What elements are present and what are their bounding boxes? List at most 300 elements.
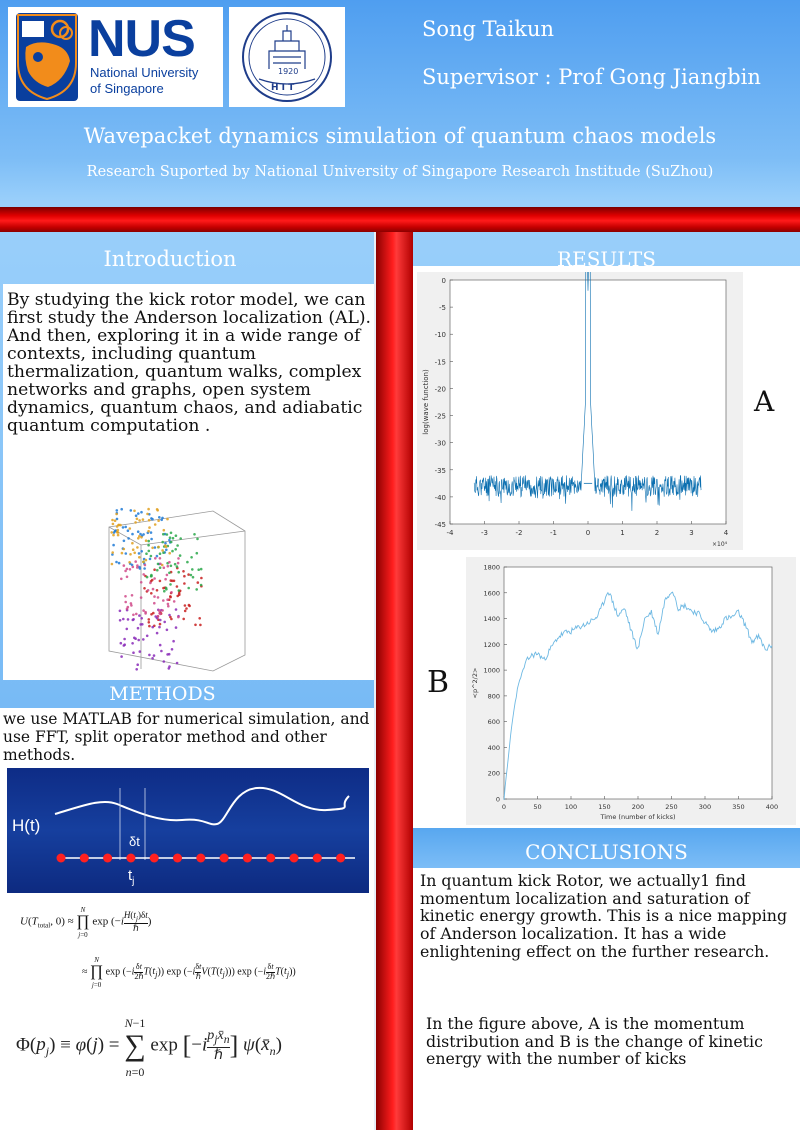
conclusions-heading: CONCLUSIONS (525, 840, 688, 864)
cube-scatter-dot (168, 572, 171, 575)
cube-scatter-dot (162, 551, 165, 554)
cube-scatter-dot (186, 561, 189, 564)
cube-scatter-dot (159, 613, 162, 616)
cube-scatter-dot (148, 550, 151, 553)
cube-scatter-dot (163, 529, 166, 532)
cube-scatter-dot (128, 561, 131, 564)
cube-scatter-dot (145, 539, 148, 542)
chart-a-y-tick-label: -30 (434, 439, 446, 448)
cube-scatter-dot (170, 532, 173, 535)
cube-scatter-dot (192, 576, 195, 579)
cube-scatter-dot (156, 555, 159, 558)
cube-scatter-dot (131, 542, 134, 545)
chart-b-x-tick-label: 100 (564, 803, 578, 811)
chart-b-x-axis-label: Time (number of kicks) (600, 813, 676, 821)
chart-a-y-tick-label: -40 (434, 493, 446, 502)
cube-scatter-dot (133, 510, 136, 513)
cube-scatter-dot (170, 618, 173, 621)
chart-a-y-tick-label: -10 (434, 331, 446, 340)
cube-scatter-dot (163, 566, 166, 569)
chart-b-label: B (427, 665, 450, 700)
chart-b-x-tick-label: 50 (533, 803, 542, 811)
cube-scatter-dot (159, 557, 162, 560)
cube-scatter-dot (184, 610, 187, 613)
chart-a-x-tick-label: 1 (620, 529, 625, 537)
cube-scatter-dot (117, 534, 120, 537)
cube-scatter-dot (195, 588, 198, 591)
time-evolution-formula-1: $U(T_{total}$, 0) ≈ N ∏ j=0 $\exp (-iH(t_j)\delta t$ ℏ ) (20, 906, 152, 939)
cube-scatter-dot (137, 512, 140, 515)
chart-a-x-tick-label: 4 (723, 529, 729, 537)
chart-a-momentum-distribution (417, 272, 743, 550)
cube-scatter-dot (135, 613, 138, 616)
cube-scatter-dot (150, 538, 153, 541)
anderson-localization-cube-figure (95, 505, 255, 673)
cube-scatter-dot (184, 604, 187, 607)
cube-scatter-dot (127, 537, 130, 540)
chart-b-y-tick-label: 1200 (483, 640, 500, 649)
cube-scatter-dot (150, 613, 153, 616)
cube-scatter-dot (157, 563, 160, 566)
cube-scatter-dot (149, 582, 152, 585)
cube-scatter-dot (178, 589, 181, 592)
chart-a-x-tick-label: -4 (446, 529, 454, 537)
cube-scatter-dot (164, 578, 167, 581)
cube-scatter-dot (190, 574, 193, 577)
timeline-node-dot (336, 854, 345, 863)
chart-a-y-tick-label: -5 (439, 304, 446, 313)
chart-b-y-axis-label: <p^2/2> (471, 667, 479, 699)
cube-scatter-dot (136, 566, 139, 569)
chart-a-y-tick-label: -20 (434, 385, 446, 394)
cube-scatter-dot (118, 562, 121, 565)
cube-scatter-dot (171, 550, 174, 553)
cube-scatter-dot (149, 558, 152, 561)
cube-scatter-dot (145, 552, 148, 555)
cube-scatter-dot (175, 626, 178, 629)
cube-scatter-dot (130, 602, 133, 605)
cube-scatter-dot (127, 618, 130, 621)
cube-scatter-dot (124, 526, 127, 529)
cube-scatter-dot (153, 595, 156, 598)
cube-scatter-dot (132, 548, 135, 551)
cube-scatter-dot (162, 587, 165, 590)
cube-scatter-dot (117, 524, 120, 527)
cube-scatter-dot (183, 575, 186, 578)
cube-scatter-dot (137, 537, 140, 540)
cube-scatter-dot (120, 642, 123, 645)
cube-scatter-dot (172, 537, 175, 540)
cube-scatter-dot (112, 544, 115, 547)
tj-label-main: t (128, 867, 133, 884)
nus-logo-line1: National University (90, 65, 199, 80)
cube-scatter-dot (168, 552, 171, 555)
cube-scatter-dot (123, 564, 126, 567)
cube-scatter-dot (146, 576, 149, 579)
cube-scatter-dot (132, 618, 135, 621)
cube-scatter-dot (159, 619, 162, 622)
cube-scatter-dot (167, 605, 170, 608)
chart-a-x-tick-label: -2 (515, 529, 523, 537)
cube-scatter-dot (156, 632, 159, 635)
cube-scatter-dot (111, 563, 114, 566)
cube-scatter-dot (147, 544, 150, 547)
chart-b-x-tick-label: 0 (501, 803, 507, 811)
cube-scatter-dot (170, 541, 173, 544)
chart-b-x-tick-label: 150 (598, 803, 611, 811)
cube-scatter-dot (122, 618, 125, 621)
cube-scatter-dot (171, 580, 174, 583)
cube-scatter-dot (119, 619, 122, 622)
cube-scatter-dot (158, 626, 161, 629)
cube-scatter-dot (168, 665, 171, 668)
cube-scatter-dot (165, 587, 168, 590)
cube-scatter-dot (173, 600, 176, 603)
timeline-node-dot (220, 854, 229, 863)
cube-scatter-dot (167, 603, 170, 606)
cube-scatter-dot (148, 519, 151, 522)
cube-scatter-dot (124, 601, 127, 604)
cube-scatter-dot (120, 508, 123, 511)
cube-scatter-dot (112, 534, 115, 537)
results-panel-top-strip (413, 232, 800, 246)
cube-scatter-dot (178, 594, 181, 597)
supervisor-name: Supervisor : Prof Gong Jiangbin (422, 65, 761, 89)
cube-scatter-dot (135, 514, 138, 517)
cube-scatter-dot (151, 547, 154, 550)
cube-scatter-dot (123, 540, 126, 543)
cube-scatter-dot (119, 610, 122, 613)
cube-scatter-dot (182, 570, 185, 573)
cube-scatter-dot (111, 551, 114, 554)
cube-scatter-dot (144, 612, 147, 615)
cube-scatter-dot (126, 568, 129, 571)
cube-scatter-dot (166, 598, 169, 601)
cube-scatter-dot (153, 654, 156, 657)
left-panel-divider (374, 232, 376, 1130)
hit-logo (229, 7, 345, 107)
cube-scatter-dot (123, 548, 126, 551)
chart-b-y-tick-label: 1600 (483, 589, 500, 598)
cube-scatter-dot (135, 668, 138, 671)
cube-scatter-dot (147, 530, 150, 533)
cube-scatter-dot (168, 561, 171, 564)
timeline-node-dot (266, 854, 275, 863)
cube-scatter-dot (163, 660, 166, 663)
cube-scatter-dot (142, 573, 145, 576)
cube-scatter-dot (166, 574, 169, 577)
cube-scatter-dot (174, 563, 177, 566)
chart-a-y-tick-label: 0 (441, 277, 446, 285)
timeline-node-dot (57, 854, 66, 863)
cube-scatter-dot (131, 594, 134, 597)
cube-scatter-dot (176, 565, 179, 568)
cube-scatter-dot (177, 616, 180, 619)
timeline-node-dot (290, 854, 299, 863)
cube-scatter-dot (140, 511, 143, 514)
cube-scatter-dot (161, 549, 164, 552)
cube-scatter-dot (142, 638, 145, 641)
cube-scatter-dot (154, 557, 157, 560)
header-red-bar (0, 207, 800, 232)
cube-scatter-dot (111, 519, 114, 522)
cube-scatter-dot (136, 518, 139, 521)
cube-scatter-dot (132, 566, 135, 569)
cube-scatter-dot (177, 571, 180, 574)
cube-scatter-dot (157, 615, 160, 618)
cube-scatter-dot (148, 618, 151, 621)
cube-scatter-dot (166, 518, 169, 521)
cube-scatter-dot (163, 590, 166, 593)
chart-b-y-tick-label: 400 (487, 743, 500, 752)
cube-scatter-dot (120, 655, 123, 658)
cube-scatter-dot (161, 609, 164, 612)
cube-scatter-dot (166, 629, 169, 632)
cube-scatter-dot (140, 596, 143, 599)
chart-a-y-tick-label: -25 (434, 412, 446, 421)
cube-scatter-dot (169, 583, 172, 586)
nus-logo-line2: of Singapore (90, 81, 164, 96)
hit-logo-year: 1920 (278, 67, 299, 76)
cube-scatter-dot (156, 569, 159, 572)
author-name: Song Taikun (422, 17, 555, 41)
cube-scatter-dot (138, 552, 141, 555)
cube-scatter-dot (176, 585, 179, 588)
cube-scatter-dot (142, 518, 145, 521)
cube-scatter-dot (132, 651, 135, 654)
delta-t-label: δt (129, 834, 140, 849)
cube-scatter-dot (134, 560, 137, 563)
results-heading: RESULTS (557, 247, 656, 266)
timeline-node-dot (173, 854, 182, 863)
cube-scatter-dot (152, 588, 155, 591)
cube-scatter-dot (196, 538, 199, 541)
cube-scatter-dot (158, 609, 161, 612)
cube-scatter-dot (140, 550, 143, 553)
cube-scatter-dot (159, 552, 162, 555)
cube-scatter-dot (110, 531, 113, 534)
cube-scatter-dot (177, 557, 180, 560)
cube-scatter-dot (143, 587, 146, 590)
cube-scatter-dot (137, 627, 140, 630)
cube-scatter-dot (137, 530, 140, 533)
cube-scatter-dot (157, 519, 160, 522)
cube-scatter-dot (123, 638, 126, 641)
tj-label-sub: j (132, 876, 135, 887)
cube-scatter-dot (138, 556, 141, 559)
cube-scatter-dot (112, 523, 115, 526)
cube-scatter-dot (159, 580, 162, 583)
cube-scatter-dot (191, 568, 194, 571)
chart-a-x-exponent: ×10⁴ (712, 541, 728, 548)
hit-logo-letters: H I T (271, 83, 295, 93)
cube-scatter-dot (121, 552, 124, 555)
cube-scatter-dot (132, 614, 135, 617)
cube-scatter-dot (148, 526, 151, 529)
tj-label (128, 867, 134, 887)
cube-scatter-dot (129, 553, 132, 556)
cube-scatter-dot (164, 542, 167, 545)
chart-b-x-tick-label: 250 (665, 803, 678, 811)
cube-scatter-dot (138, 614, 141, 617)
introduction-heading: Introduction (103, 247, 237, 271)
cube-scatter-dot (114, 519, 117, 522)
cube-scatter-dot (131, 642, 134, 645)
methods-heading: METHODS (109, 683, 216, 705)
cube-scatter-dot (159, 644, 162, 647)
cube-scatter-dot (197, 568, 200, 571)
cube-scatter-dot (130, 509, 133, 512)
cube-scatter-dot (139, 567, 142, 570)
cube-scatter-dot (147, 540, 150, 543)
cube-scatter-dot (200, 568, 203, 571)
cube-scatter-dot (120, 578, 123, 581)
cube-scatter-dot (200, 577, 203, 580)
cube-scatter-dot (168, 653, 171, 656)
timeline-node-dot (80, 854, 89, 863)
chart-a-x-tick-label: 0 (585, 529, 591, 537)
chart-b-x-tick-label: 400 (765, 803, 779, 811)
cube-scatter-dot (115, 513, 118, 516)
timeline-node-dot (313, 854, 322, 863)
chart-b-x-tick-label: 200 (631, 803, 645, 811)
cube-scatter-dot (198, 617, 201, 620)
cube-scatter-dot (200, 584, 203, 587)
cube-scatter-dot (150, 574, 153, 577)
cube-scatter-dot (115, 561, 118, 564)
cube-scatter-dot (177, 562, 180, 565)
cube-scatter-dot (160, 519, 163, 522)
cube-scatter-dot (151, 518, 154, 521)
cube-scatter-dot (144, 564, 147, 567)
cube-scatter-dot (123, 644, 126, 647)
timeline-node-dot (126, 854, 135, 863)
cube-scatter-dot (194, 624, 197, 627)
cube-scatter-dot (154, 523, 157, 526)
cube-scatter-dot (182, 618, 185, 621)
cube-scatter-dot (167, 565, 170, 568)
cube-scatter-dot (156, 509, 159, 512)
chart-b-y-tick-label: 200 (487, 769, 500, 778)
cube-scatter-dot (116, 518, 119, 521)
chart-b-x-tick-label: 350 (732, 803, 745, 811)
cube-scatter-dot (168, 539, 171, 542)
cube-scatter-dot (168, 614, 171, 617)
timeline-node-dot (243, 854, 252, 863)
cube-scatter-dot (140, 581, 143, 584)
cube-scatter-dot (197, 581, 200, 584)
cube-scatter-dot (170, 565, 173, 568)
cube-scatter-dot (143, 567, 146, 570)
cube-scatter-dot (179, 554, 182, 557)
cube-scatter-dot (193, 533, 196, 536)
cube-scatter-dot (166, 533, 169, 536)
conclusions-para1: In quantum kick Rotor, we actually1 find momentum localization and saturation of kinetic energy growth. This is a nice mapping of Anderson localization. It has a wide enlightening effect on the further research. (420, 871, 788, 961)
cube-scatter-dot (151, 626, 154, 629)
cube-scatter-dot (154, 546, 157, 549)
timeline-node-dot (150, 854, 159, 863)
cube-scatter-dot (146, 635, 149, 638)
cube-scatter-dot (175, 534, 178, 537)
cube-scatter-dot (176, 544, 179, 547)
cube-scatter-dot (157, 596, 160, 599)
cube-scatter-dot (145, 559, 148, 562)
cube-scatter-dot (127, 529, 130, 532)
cube-scatter-dot (133, 552, 136, 555)
cube-scatter-dot (136, 546, 139, 549)
chart-b-x-tick-label: 300 (698, 803, 712, 811)
cube-scatter-dot (148, 654, 151, 657)
timeline-node-dot (103, 854, 112, 863)
cube-scatter-dot (172, 640, 175, 643)
chart-b-y-tick-label: 600 (487, 718, 500, 727)
cube-scatter-dot (190, 556, 193, 559)
cube-scatter-dot (116, 509, 119, 512)
chart-a-y-tick-label: -15 (434, 358, 446, 367)
poster-subtitle: Research Suported by National University of Singapore Research Institude (SuZhou) (86, 164, 714, 180)
chart-a-x-tick-label: -3 (481, 529, 488, 537)
chart-b-y-tick-label: 1800 (483, 563, 500, 572)
cube-scatter-dot (175, 608, 178, 611)
cube-scatter-dot (185, 607, 188, 610)
introduction-text: By studying the kick rotor model, we can first study the Anderson localization (AL). And then, exploring it in a wide range of contexts, including quantum thermalization, quantum walks, complex networks and graphs, open system dynamics, quantum chaos, and adiabatic quantum computation . (7, 290, 372, 437)
cube-scatter-dot (153, 602, 156, 605)
time-evolution-formula-2: ≈ N ∏ j=0 exp (−iδt 2ℏ $T(t_j)$) exp (−iδt ℏ $V(T(t_j))$) exp (−iδt 2ℏ $T(t_j)$) (82, 956, 296, 989)
cube-scatter-dot (183, 582, 186, 585)
chart-b-y-tick-label: 1000 (483, 666, 500, 675)
chart-b-kinetic-energy (466, 557, 796, 825)
cube-scatter-dot (151, 657, 154, 660)
cube-scatter-dot (147, 589, 150, 592)
cube-scatter-dot (129, 527, 132, 530)
cube-scatter-dot (174, 548, 177, 551)
fourier-transform-formula: $\Phi(p_j) \equiv \varphi(j) = N-1$ ∑ n=0 $\exp [-ip_jx̄_n$ ℏ ] $\psi(x̄_n)$ (16, 1016, 282, 1079)
cube-scatter-dot (122, 526, 125, 529)
cube-scatter-dot (159, 623, 162, 626)
cube-scatter-dot (113, 531, 116, 534)
cube-scatter-dot (142, 561, 145, 564)
cube-scatter-dot (131, 533, 134, 536)
nus-logo-title: NUS (88, 10, 195, 68)
cube-scatter-dot (165, 549, 168, 552)
cube-scatter-dot (157, 546, 160, 549)
hamiltonian-label: H(t) (12, 816, 41, 835)
cube-scatter-dot (134, 637, 137, 640)
chart-a-x-tick-label: 2 (654, 529, 660, 537)
cube-scatter-dot (146, 513, 149, 516)
cube-scatter-dot (138, 519, 141, 522)
cube-scatter-dot (129, 568, 132, 571)
cube-scatter-dot (160, 650, 163, 653)
poster-title: Wavepacket dynamics simulation of quantum chaos models (83, 124, 717, 148)
cube-scatter-dot (159, 563, 162, 566)
cube-scatter-dot (199, 624, 202, 627)
chart-b-y-tick-label: 800 (487, 692, 500, 701)
cube-scatter-dot (139, 623, 142, 626)
nus-logo (8, 7, 223, 107)
cube-scatter-dot (162, 599, 165, 602)
cube-scatter-dot (171, 648, 174, 651)
cube-scatter-dot (150, 555, 153, 558)
cube-scatter-dot (151, 579, 154, 582)
cube-scatter-dot (150, 592, 153, 595)
methods-text: we use MATLAB for numerical simulation, and use FFT, split operator method and other methods. (3, 710, 370, 764)
hamiltonian-timeline-graphic (7, 768, 369, 893)
cube-scatter-dot (169, 536, 172, 539)
chart-a-x-tick-label: -1 (550, 529, 557, 537)
cube-scatter-dot (140, 617, 143, 620)
chart-a-y-tick-label: -45 (434, 521, 446, 529)
